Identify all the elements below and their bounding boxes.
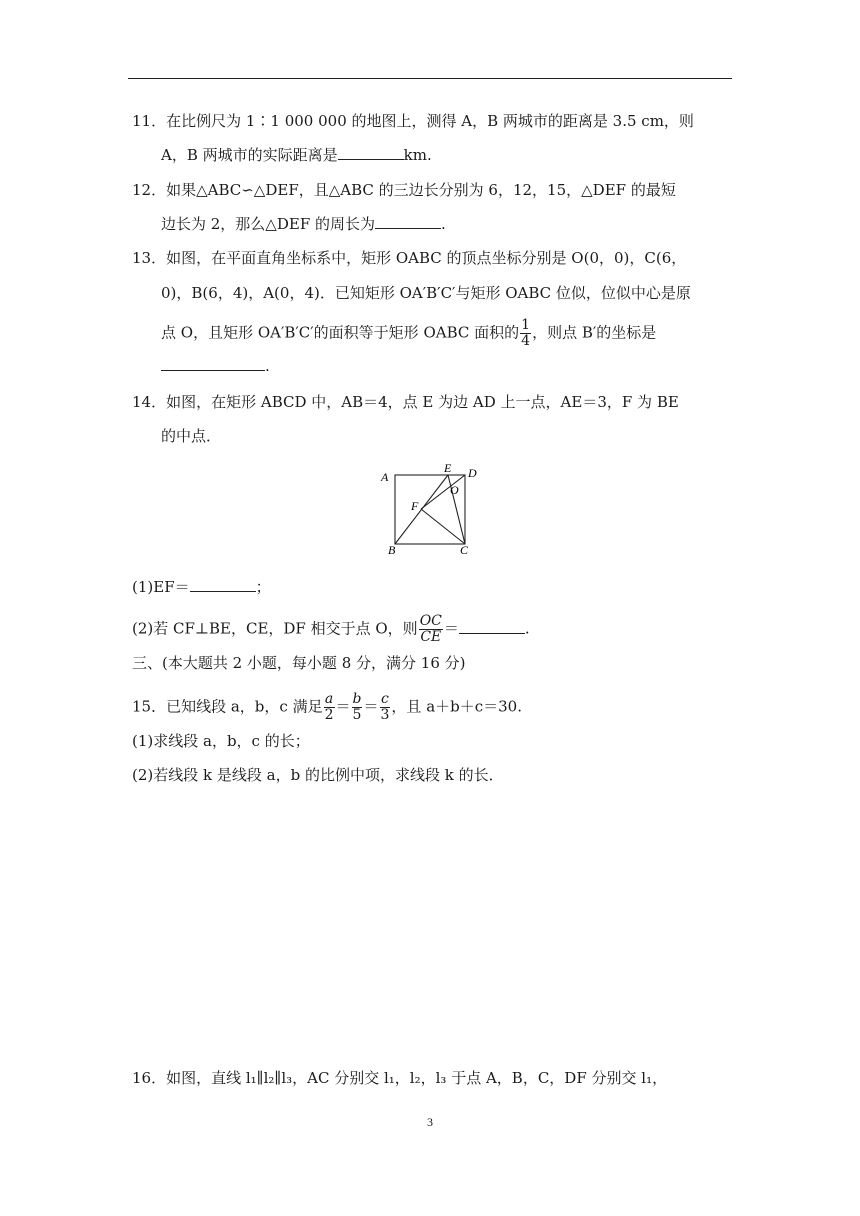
- question-14-part-1-end: ；: [255, 578, 271, 596]
- question-14-part-1-text: (1)EF＝: [132, 578, 190, 596]
- question-15-part-1-text: (1)求线段 a，b，c 的长；: [132, 732, 310, 750]
- question-15-part-1: [132, 731, 310, 751]
- label-d: D: [468, 466, 477, 480]
- question-13-line-1: [132, 248, 686, 268]
- question-13-number: 13．: [132, 249, 167, 267]
- fraction-b-over-5: $\frac{b}{5}$: [352, 691, 362, 723]
- question-13-text-2: 0)，B(6，4)，A(0，4)．已知矩形 OA′B′C′与矩形 OABC 位似，位似中心是原: [161, 284, 691, 302]
- question-11-unit: km.: [403, 146, 432, 164]
- fraction-c-over-3: $\frac{c}{3}$: [380, 691, 390, 723]
- question-14-part-1: [132, 577, 271, 597]
- fraction-one-quarter: $\frac{1}{4}$: [521, 317, 531, 349]
- label-c: C: [460, 543, 469, 557]
- question-13-text-4: ，则点 B′的坐标是: [532, 323, 657, 342]
- question-11-line-2: [161, 145, 432, 165]
- question-15-part-2: [132, 765, 504, 785]
- question-12-number: 12．: [132, 181, 167, 199]
- question-14-equals: ＝: [443, 619, 459, 638]
- label-f: F: [411, 499, 419, 513]
- question-11-number: 11．: [132, 112, 167, 130]
- question-16-text: 如图，直线 l₁∥l₂∥l₃，AC 分别交 l₁，l₂，l₃ 于点 A，B，C，DF 分别交 l₁，: [166, 1069, 668, 1087]
- page-number: 3: [427, 1115, 433, 1129]
- question-15-part-2-text: (2)若线段 k 是线段 a，b 的比例中项，求线段 k 的长．: [132, 766, 504, 784]
- label-e: E: [444, 461, 452, 475]
- question-12-period: .: [441, 215, 446, 233]
- question-14-period: .: [524, 619, 530, 638]
- question-15-text-2: ，且 a＋b＋c＝30.: [391, 697, 522, 716]
- question-12-line-1: [132, 180, 676, 200]
- answer-blank-14-1[interactable]: [190, 577, 256, 592]
- answer-blank-12[interactable]: [375, 214, 441, 229]
- question-12-text-2: 边长为 2，那么△DEF 的周长为: [161, 215, 376, 233]
- question-14-text-2: 的中点．: [161, 427, 222, 445]
- header-rule: [128, 78, 732, 79]
- question-16-line-1: [132, 1068, 667, 1088]
- equals-1: ＝: [335, 697, 351, 716]
- answer-blank-13[interactable]: [161, 356, 265, 371]
- fraction-a-over-2: $\frac{a}{2}$: [324, 691, 334, 723]
- question-13-line-3: [161, 318, 656, 349]
- question-13-line-4: [161, 356, 270, 376]
- section-3-heading: [132, 653, 466, 673]
- question-11-text-2: A，B 两城市的实际距离是: [161, 146, 338, 164]
- question-11-text: 在比例尺为 1∶1 000 000 的地图上，测得 A，B 两城市的距离是 3.5 cm，则: [166, 112, 694, 130]
- question-12-line-2: [161, 214, 446, 234]
- label-o: O: [450, 483, 459, 497]
- question-13-line-2: [161, 283, 691, 303]
- question-15-number: 15．: [132, 697, 167, 716]
- question-14-part-2-text: (2)若 CF⊥BE，CE，DF 相交于点 O，则: [132, 619, 418, 638]
- question-11-line-1: [132, 111, 694, 131]
- label-a: A: [381, 470, 389, 484]
- fraction-oc-over-ce: $\frac{OC}{CE}$: [419, 613, 442, 645]
- equals-2: ＝: [363, 697, 379, 716]
- rectangle-abcd-figure: [374, 458, 478, 560]
- answer-blank-11[interactable]: [338, 145, 404, 160]
- question-14-line-1: [132, 392, 679, 412]
- section-3-title: 三、(本大题共 2 小题，每小题 8 分，满分 16 分): [132, 654, 466, 672]
- question-13-text-3: 点 O，且矩形 OA′B′C′的面积等于矩形 OABC 面积的: [161, 323, 520, 342]
- question-13-text: 如图，在平面直角坐标系中，矩形 OABC 的顶点坐标分别是 O(0，0)，C(6，: [166, 249, 687, 267]
- question-14-line-2: [161, 426, 221, 446]
- question-14-number: 14．: [132, 393, 167, 411]
- question-15-line-1: [132, 692, 522, 723]
- question-16-number: 16．: [132, 1069, 167, 1087]
- question-14-part-2: [132, 614, 530, 645]
- question-12-text: 如果△ABC∽△DEF，且△ABC 的三边长分别为 6，12，15，△DEF 的最短: [166, 181, 676, 199]
- question-13-period: .: [265, 357, 270, 375]
- question-15-text: 已知线段 a，b，c 满足: [166, 697, 323, 716]
- question-14-text: 如图，在矩形 ABCD 中，AB＝4，点 E 为边 AD 上一点，AE＝3，F 为 BE: [166, 393, 679, 411]
- label-b: B: [388, 543, 396, 557]
- answer-blank-14-2[interactable]: [459, 619, 525, 634]
- segment-cf: [421, 509, 465, 544]
